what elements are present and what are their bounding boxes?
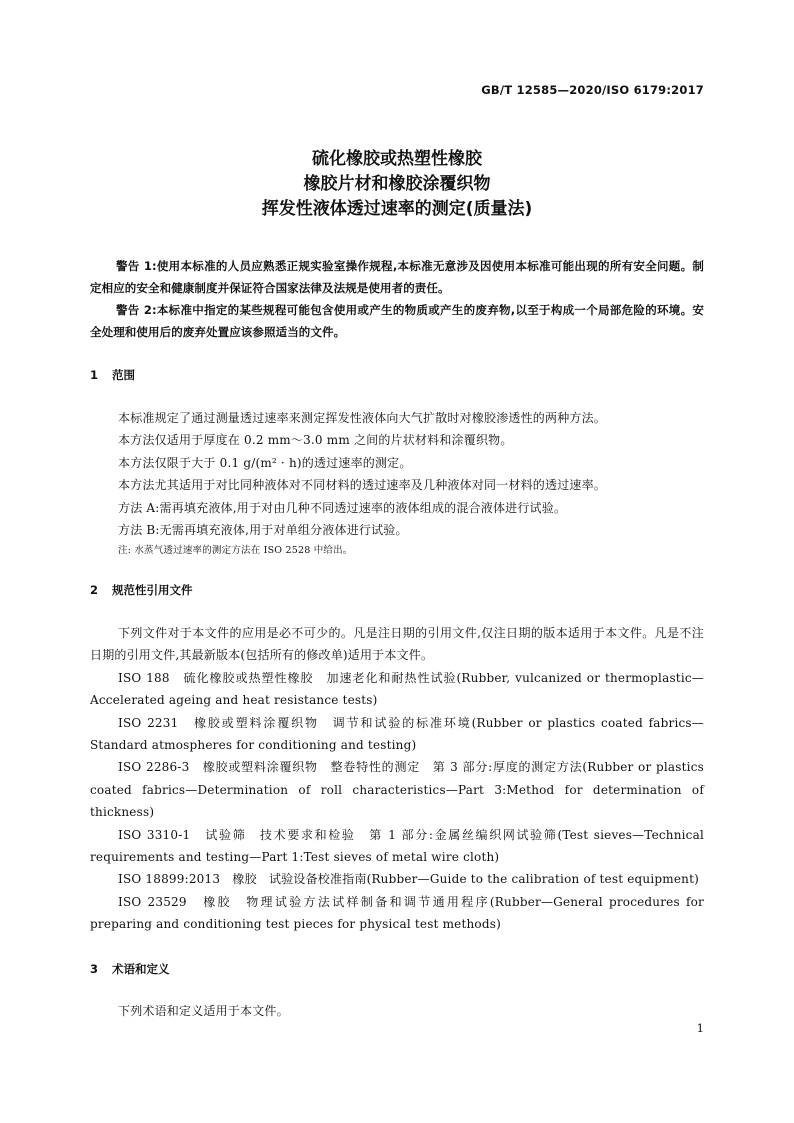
section-number: 2 xyxy=(90,583,99,597)
section-number: 3 xyxy=(90,962,99,976)
reference-item: ISO 188 硫化橡胶或热塑性橡胶 加速老化和耐热性试验(Rubber, vulcanized or thermoplastic—Accelerated ageing and heat resistance tests) xyxy=(90,670,704,708)
paragraph: 本方法仅限于大于 0.1 g/(m² · h)的透过速率的测定。 xyxy=(118,455,412,470)
paragraph: 本方法仅适用于厚度在 0.2 mm～3.0 mm 之间的片状材料和涂覆织物。 xyxy=(118,433,513,448)
paragraph: 下列术语和定义适用于本文件。 xyxy=(118,1004,289,1018)
warning-2: 警告 2:本标准中指定的某些规程可能包含使用或产生的物质或产生的废弃物,以至于构成一个局部危险的环境。安全处理和使用后的废弃处置应该参照适当的文件。 xyxy=(90,303,704,339)
section-2-heading xyxy=(90,582,193,598)
section-1-body xyxy=(90,407,704,561)
section-3-body xyxy=(90,1000,704,1022)
page-number: 1 xyxy=(696,1021,704,1035)
section-2-body xyxy=(90,622,704,936)
title-line-2: 橡胶片材和橡胶涂覆织物 xyxy=(303,174,491,194)
reference-item: ISO 2231 橡胶或塑料涂覆织物 调节和试验的标准环境(Rubber or plastics coated fabrics—Standard atmospheres for conditioning and testing) xyxy=(90,715,704,753)
section-title: 范围 xyxy=(112,368,135,382)
warning-1: 警告 1:使用本标准的人员应熟悉正规实验室操作规程,本标准无意涉及因使用本标准可能出现的所有安全问题。制定相应的安全和健康制度并保证符合国家法律及法规是使用者的责任。 xyxy=(90,259,704,295)
paragraph: 本标准规定了通过测量透过速率来测定挥发性液体向大气扩散时对橡胶渗透性的两种方法。 xyxy=(118,411,607,425)
note: 注: 水蒸气透过速率的测定方法在 ISO 2528 中给出。 xyxy=(118,545,353,557)
standard-code: GB/T 12585—2020/ISO 6179:2017 xyxy=(481,83,704,97)
section-title: 术语和定义 xyxy=(112,962,170,976)
paragraph: 下列文件对于本文件的应用是必不可少的。凡是注日期的引用文件,仅注日期的版本适用于本文件。凡是不注日期的引用文件,其最新版本(包括所有的修改单)适用于本文件。 xyxy=(90,626,704,663)
section-3-heading xyxy=(90,961,170,977)
warnings-block xyxy=(90,255,704,343)
section-1-heading xyxy=(90,367,135,383)
paragraph: 本方法尤其适用于对比同种液体对不同材料的透过速率及几种液体对同一材料的透过速率。 xyxy=(118,478,607,493)
paragraph: 方法 A:需再填充液体,用于对由几种不同透过速率的液体组成的混合液体进行试验。 xyxy=(118,500,567,515)
section-title: 规范性引用文件 xyxy=(112,583,193,597)
reference-item: ISO 23529 橡胶 物理试验方法试样制备和调节通用程序(Rubber—General procedures for preparing and conditioning test pieces for physical test methods) xyxy=(90,894,704,932)
document-title xyxy=(90,147,704,222)
reference-item: ISO 2286-3 橡胶或塑料涂覆织物 整卷特性的测定 第 3 部分:厚度的测定方法(Rubber or plastics coated fabrics—Determination of roll characteristics—Part 3:Method for determination of thickness) xyxy=(90,760,704,820)
paragraph: 方法 B:无需再填充液体,用于对单组分液体进行试验。 xyxy=(118,523,408,538)
section-number: 1 xyxy=(90,368,99,382)
title-line-3: 挥发性液体透过速率的测定(质量法) xyxy=(261,199,533,219)
reference-item: ISO 3310-1 试验筛 技术要求和检验 第 1 部分:金属丝编织网试验筛(Test sieves—Technical requirements and testing—Part 1:Test sieves of metal wire cloth) xyxy=(90,827,704,865)
reference-item: ISO 18899:2013 橡胶 试验设备校准指南(Rubber—Guide to the calibration of test equipment) xyxy=(118,872,699,887)
title-line-1: 硫化橡胶或热塑性橡胶 xyxy=(312,149,482,169)
